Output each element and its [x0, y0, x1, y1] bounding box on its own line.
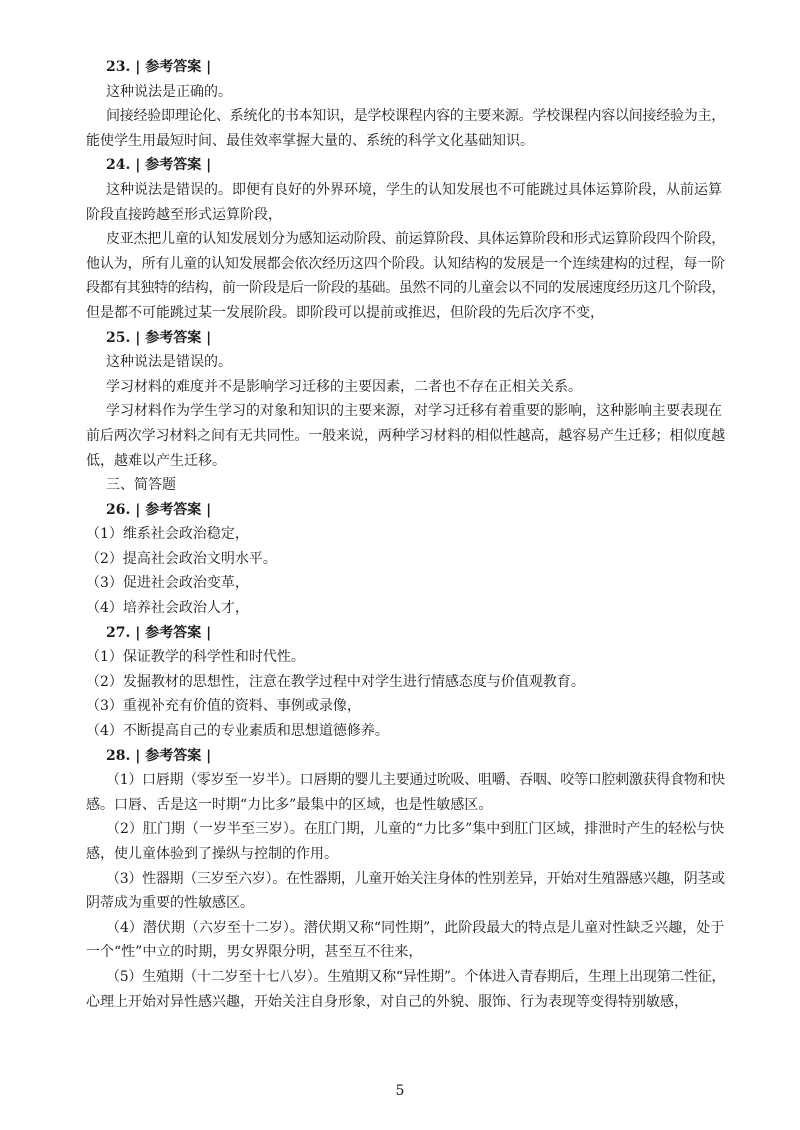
- section-heading: 三、简答题: [106, 477, 176, 494]
- list-item: （2）提高社会政治文明水平。: [86, 550, 277, 567]
- answer-content: [86, 55, 726, 1014]
- list-item-line: （1）口唇期（零岁至一岁半）。口唇期的婴儿主要通过吮吸、咀嚼、吞咽、咬等口腔刺激获得食物和快: [106, 772, 725, 789]
- list-item: （3）促进社会政治变革，: [86, 575, 249, 592]
- answer-26: [86, 498, 726, 621]
- paragraph-line: 低，越难以产生迁移。: [86, 452, 226, 469]
- answer-25: [86, 326, 726, 474]
- paragraph: 学习材料的难度并不是影响学习迁移的主要因素，二者也不存在正相关关系。: [106, 378, 582, 395]
- list-item-line: 感。口唇、舌是这一时期“力比多”最集中的区域，也是性敏感区。: [86, 796, 493, 813]
- answer-28: [86, 744, 726, 1015]
- paragraph-line: 能使学生用最短时间、最佳效率掌握大量的、系统的科学文化基础知识。: [86, 132, 534, 149]
- question-heading: 26. | 参考答案 |: [106, 501, 212, 518]
- paragraph-line: 皮亚杰把儿童的认知发展划分为感知运动阶段、前运算阶段、具体运算阶段和形式运算阶段四个阶段，: [106, 231, 725, 248]
- list-item-line: （3）性器期（三岁至六岁）。在性器期，儿童开始关注身体的性别差异，开始对生殖器感兴趣，阴茎或: [106, 870, 725, 887]
- question-heading: 27. | 参考答案 |: [106, 624, 212, 641]
- list-item: （4）培养社会政治人才，: [86, 600, 249, 617]
- paragraph: 这种说法是正确的。: [106, 83, 232, 100]
- answer-23: [86, 55, 726, 153]
- list-item: （1）保证教学的科学性和时代性。: [86, 649, 305, 666]
- paragraph-line: 间接经验即理论化、系统化的书本知识，是学校课程内容的主要来源。学校课程内容以间接经验为主，: [106, 108, 725, 125]
- question-heading: 28. | 参考答案 |: [106, 747, 212, 764]
- paragraph-line: 但是都不可能跳过某一发展阶段。即阶段可以提前或推迟，但阶段的先后次序不变，: [86, 304, 604, 321]
- answer-24: [86, 153, 726, 325]
- list-item-line: （5）生殖期（十二岁至十七八岁）。生殖期又称“异性期”。个体进入青春期后，生理上出现第二性征，: [106, 968, 726, 985]
- paragraph-line: 段都有其独特的结构，前一阶段是后一阶段的基础。虽然不同的儿童会以不同的发展速度经历这几个阶段，: [86, 280, 725, 297]
- paragraph-line: 学习材料作为学生学习的对象和知识的主要来源，对学习迁移有着重要的影响，这种影响主要表现在: [106, 403, 722, 420]
- list-item-line: 感，使儿童体验到了操纵与控制的作用。: [86, 846, 338, 862]
- list-item-line: 心理上开始对异性感兴趣，开始关注自身形象，对自己的外貌、服饰、行为表现等变得特别敏感，: [86, 993, 688, 1010]
- answer-27: [86, 621, 726, 744]
- list-item: （3）重视补充有价值的资料、事例或录像，: [86, 698, 361, 715]
- question-heading: 25. | 参考答案 |: [106, 329, 212, 346]
- paragraph-line: 这种说法是错误的。即便有良好的外界环境，学生的认知发展也不可能跳过具体运算阶段，从前运算: [106, 181, 722, 198]
- paragraph: 这种说法是错误的。: [106, 354, 232, 371]
- page-number: 5: [395, 1083, 405, 1099]
- list-item-line: （4）潜伏期（六岁至十二岁）。潜伏期又称“同性期”，此阶段最大的特点是儿童对性缺乏兴趣，处于: [106, 919, 725, 936]
- list-item: （1）维系社会政治稳定，: [86, 526, 249, 543]
- list-item: （4）不断提高自己的专业素质和思想道德修养。: [86, 723, 389, 740]
- question-heading: 24. | 参考答案 |: [106, 157, 212, 174]
- paragraph-line: 前后两次学习材料之间有无共同性。一般来说，两种学习材料的相似性越高，越容易产生迁移；相似度越: [86, 427, 725, 444]
- list-item: （2）发掘教材的思想性，注意在教学过程中对学生进行情感态度与价值观教育。: [86, 673, 585, 690]
- list-item-line: 一个“性”中立的时期，男女界限分明，甚至互不往来，: [86, 944, 423, 961]
- paragraph-line: 阶段直接跨越至形式运算阶段，: [86, 206, 282, 223]
- question-heading: 23. | 参考答案 |: [106, 59, 212, 75]
- list-item-line: （2）肛门期（一岁半至三岁）。在肛门期，儿童的“力比多”集中到肛门区域，排泄时产生的轻松与快: [106, 821, 725, 838]
- paragraph-line: 他认为，所有儿童的认知发展都会依次经历这四个阶段。认知结构的发展是一个连续建构的过程，每一阶: [86, 255, 725, 272]
- list-item-line: 阴蒂成为重要的性敏感区。: [86, 895, 254, 912]
